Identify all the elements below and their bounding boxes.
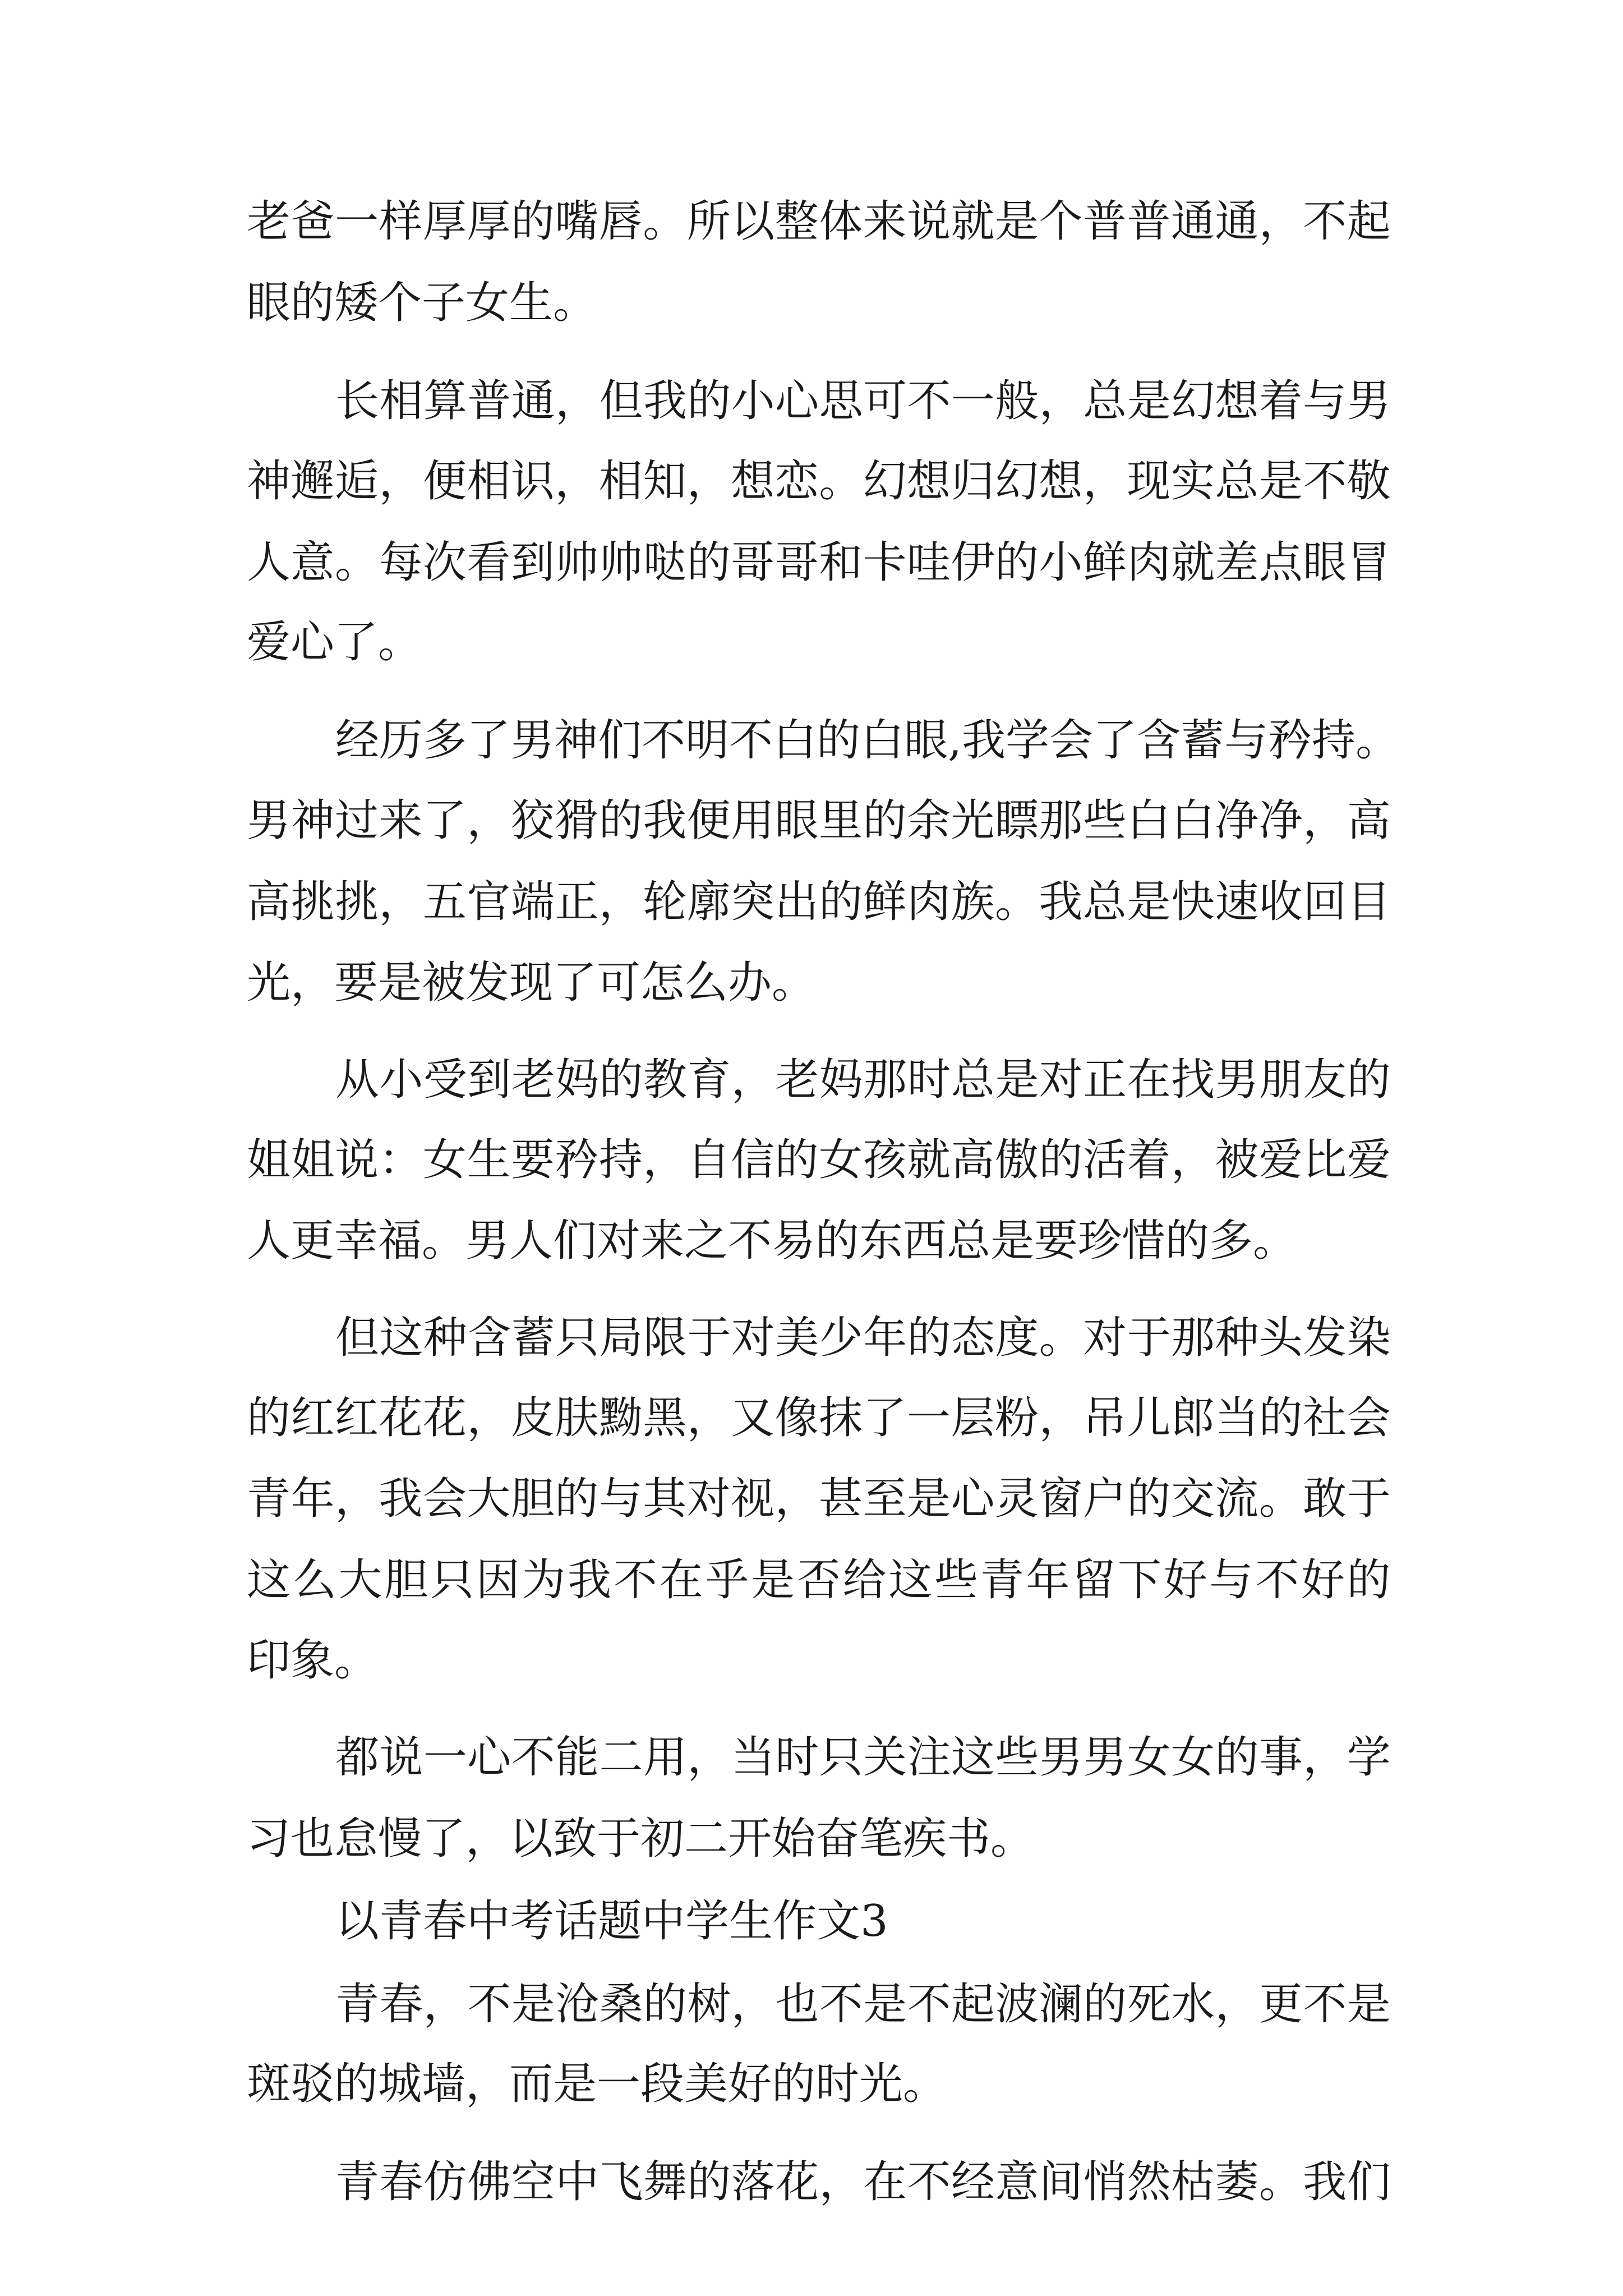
text-line: 长 相 算 普 通 ， 但 我 的 小 心 思 可 不 一 般 ， 总 是 幻 想 着 与 男 <box>335 376 1391 426</box>
text-line: 眼的矮个子女生。 <box>247 278 597 328</box>
text-line: 印象。 <box>247 1635 379 1686</box>
text-line: 的 红 红 花 花 ， 皮 肤 黝 黑 ， 又 像 抹 了 一 层 粉 ， 吊 儿 郎 当 的 社 会 <box>247 1393 1391 1443</box>
text-line: 老 爸 一 样 厚 厚 的 嘴 唇 。 所 以 整 体 来 说 就 是 个 普 普 通 通 ， 不 起 <box>247 196 1391 247</box>
text-line: 习也怠慢了，以致于初二开始奋笔疾书。 <box>247 1814 1035 1864</box>
text-line: 人更幸福。男人们对来之不易的东西总是要珍惜的多。 <box>247 1216 1297 1266</box>
text-line: 斑驳的城墙，而是一段美好的时光。 <box>247 2059 947 2109</box>
text-line: 姐 姐 说 ： 女 生 要 矜 持 ， 自 信 的 女 孩 就 高 傲 的 活 着 ， 被 爱 比 爱 <box>247 1135 1391 1185</box>
text-line: 人 意 。 每 次 看 到 帅 帅 哒 的 哥 哥 和 卡 哇 伊 的 小 鲜 肉 就 差 点 眼 冒 <box>247 537 1391 588</box>
text-line: 青 年 ， 我 会 大 胆 的 与 其 对 视 ， 甚 至 是 心 灵 窗 户 的 交 流 。 敢 于 <box>247 1474 1391 1524</box>
text-line: 这 么 大 胆 只 因 为 我 不 在 乎 是 否 给 这 些 青 年 留 下 好 与 不 好 的 <box>247 1555 1391 1605</box>
text-line: 男 神 过 来 了 ， 狡 猾 的 我 便 用 眼 里 的 余 光 瞟 那 些 白 白 净 净 ， 高 <box>247 795 1391 846</box>
text-line: 但 这 种 含 蓄 只 局 限 于 对 美 少 年 的 态 度 。 对 于 那 种 头 发 染 <box>335 1313 1391 1363</box>
text-line: 从 小 受 到 老 妈 的 教 育 ， 老 妈 那 时 总 是 对 正 在 找 男 朋 友 的 <box>335 1055 1391 1105</box>
text-line: 神 邂 逅 ， 便 相 识 ， 相 知 ， 想 恋 。 幻 想 归 幻 想 ， 现 实 总 是 不 敬 <box>247 456 1391 507</box>
text-line: 爱心了。 <box>247 617 422 668</box>
text-line: 高 挑 挑 ， 五 官 端 正 ， 轮 廓 突 出 的 鲜 肉 族 。 我 总 是 快 速 收 回 目 <box>247 877 1391 927</box>
text-line: 青 春 ， 不 是 沧 桑 的 树 ， 也 不 是 不 起 波 澜 的 死 水 ， 更 不 是 <box>335 1979 1391 2030</box>
text-line: 经 历 多 了 男 神 们 不 明 不 白 的 白 眼 , 我 学 会 了 含 蓄 与 矜 持 。 <box>335 715 1400 766</box>
text-line: 都 说 一 心 不 能 二 用 ， 当 时 只 关 注 这 些 男 男 女 女 的 事 ， 学 <box>335 1732 1391 1783</box>
text-line: 光，要是被发现了可怎么办。 <box>247 958 816 1008</box>
text-line: 青 春 仿 佛 空 中 飞 舞 的 落 花 ， 在 不 经 意 间 悄 然 枯 萎 。 我 们 <box>335 2157 1391 2207</box>
section-heading: 以青春中考话题中学生作文3 <box>335 1896 888 1947</box>
